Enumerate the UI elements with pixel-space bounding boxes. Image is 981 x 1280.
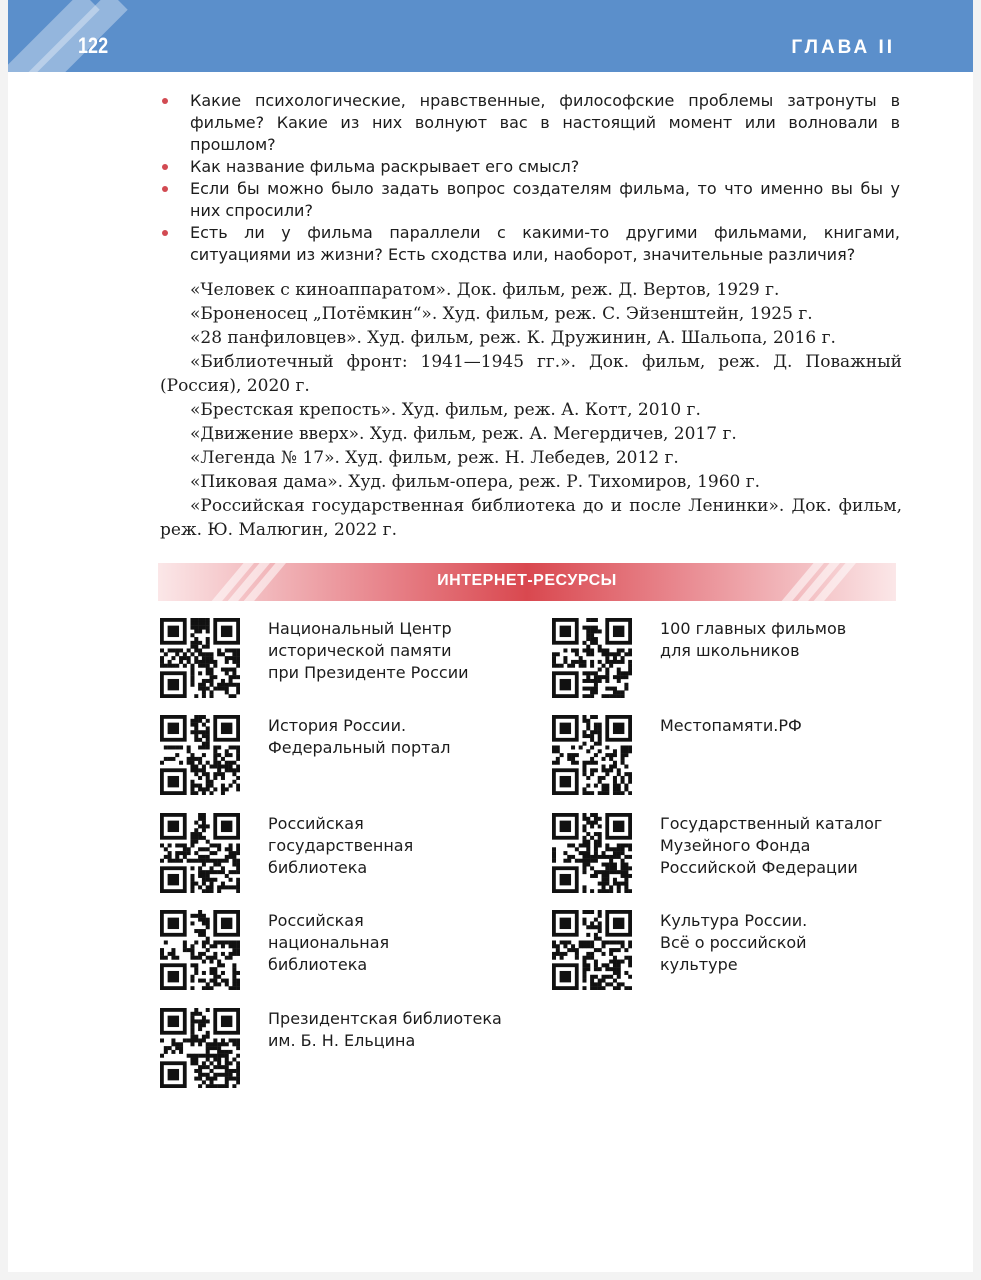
qr-code-icon[interactable] bbox=[552, 910, 632, 990]
internet-resources-title: ИНТЕРНЕТ-РЕСУРСЫ bbox=[437, 572, 617, 589]
page-number: 122 bbox=[78, 33, 109, 58]
chapter-title: ГЛАВА II bbox=[791, 37, 895, 58]
qr-code-icon[interactable] bbox=[160, 813, 240, 893]
film-entry: «Человек с киноаппаратом». Док. фильм, реж. Д. Вертов, 1929 г. bbox=[190, 280, 780, 300]
qr-code-icon[interactable] bbox=[552, 715, 632, 795]
resource-label: История России. Федеральный портал bbox=[268, 716, 451, 757]
bullet-dot-icon bbox=[162, 186, 168, 192]
resource-label: Национальный Центр исторической памяти при Президенте России bbox=[268, 619, 469, 682]
internet-resources-banner bbox=[158, 563, 896, 601]
qr-code-icon[interactable] bbox=[552, 813, 632, 893]
film-list bbox=[160, 278, 902, 542]
film-entry: «Брестская крепость». Худ. фильм, реж. А. Котт, 2010 г. bbox=[190, 400, 701, 420]
question-item: Какие психологические, нравственные, философские проблемы затронуты в фильме? Какие из них волнуют вас в настоящий момент или волновали в прошлом? bbox=[160, 90, 900, 156]
film-entry: «Библиотечный фронт: 1941—1945 гг.». Док. фильм, реж. Д. Поважный (Россия), 2020 г. bbox=[160, 352, 902, 396]
resource-label: Российская национальная библиотека bbox=[268, 911, 390, 974]
resource-label: Местопамяти.РФ bbox=[660, 716, 802, 735]
film-entry: «Российская государственная библиотека до и после Ленинки». Док. фильм, реж. Ю. Малюгин, 2022 г. bbox=[160, 496, 902, 540]
qr-code-icon[interactable] bbox=[160, 1008, 240, 1088]
question-item: Как название фильма раскрывает его смысл? bbox=[160, 156, 900, 178]
film-entry: «Движение вверх». Худ. фильм, реж. А. Мегердичев, 2017 г. bbox=[190, 424, 737, 444]
question-item: Есть ли у фильма параллели с какими-то другими фильмами, книгами, ситуациями из жизни? Есть сходства или, наоборот, значительные различия? bbox=[160, 222, 900, 266]
qr-code-icon[interactable] bbox=[160, 715, 240, 795]
page-header bbox=[8, 0, 973, 72]
bullet-dot-icon bbox=[162, 98, 168, 104]
qr-code-icon[interactable] bbox=[160, 910, 240, 990]
resource-label: Культура России. Всё о российской культуре bbox=[660, 911, 808, 974]
qr-code-icon[interactable] bbox=[160, 618, 240, 698]
resource-label: Российская государственная библиотека bbox=[268, 814, 414, 877]
textbook-page bbox=[8, 0, 973, 1272]
bullet-dot-icon bbox=[162, 230, 168, 236]
resource-label: 100 главных фильмов для школьников bbox=[660, 619, 847, 660]
question-list bbox=[160, 90, 900, 266]
qr-code-icon[interactable] bbox=[552, 618, 632, 698]
film-entry: «Пиковая дама». Худ. фильм-опера, реж. Р. Тихомиров, 1960 г. bbox=[190, 472, 761, 492]
question-item: Если бы можно было задать вопрос создателям фильма, то что именно вы бы у них спросили? bbox=[160, 178, 900, 222]
resource-label: Президентская библиотека им. Б. Н. Ельцина bbox=[268, 1009, 502, 1050]
film-entry: «Броненосец „Потёмкин“». Худ. фильм, реж. С. Эйзенштейн, 1925 г. bbox=[190, 304, 813, 324]
resource-label: Государственный каталог Музейного Фонда Российской Федерации bbox=[660, 814, 883, 877]
film-entry: «28 панфиловцев». Худ. фильм, реж. К. Дружинин, А. Шальопа, 2016 г. bbox=[190, 328, 836, 348]
film-entry: «Легенда № 17». Худ. фильм, реж. Н. Лебедев, 2012 г. bbox=[190, 448, 679, 468]
bullet-dot-icon bbox=[162, 164, 168, 170]
